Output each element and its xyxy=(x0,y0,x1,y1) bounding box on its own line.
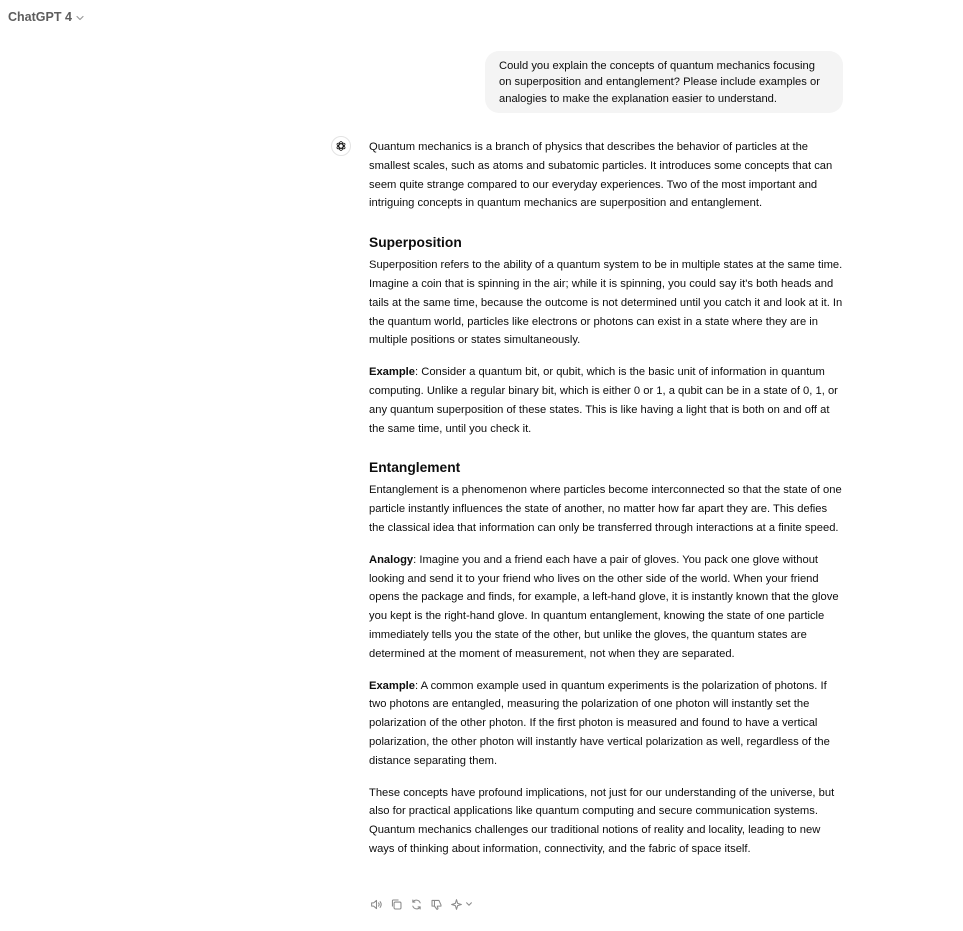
message-actions xyxy=(368,896,473,912)
example-text: : A common example used in quantum experiments is the polarization of photons. If two photons are entangled, measuring the polarization of one photon will instantly set the polarization of the other photon. If the first photon is measured and found to have a vertical polarization, the other photon will instantly have vertical polarization as well, regardless of the distance separating them. xyxy=(369,679,830,767)
chevron-down-icon xyxy=(75,13,85,23)
entanglement-analogy xyxy=(369,551,845,664)
user-message: Could you explain the concepts of quantum mechanics focusing on superposition and entanglement? Please include examples or analogies to make the explanation easier to understand. xyxy=(485,51,843,113)
assistant-message xyxy=(369,138,845,872)
superposition-heading: Superposition xyxy=(369,235,462,251)
intro-paragraph: Quantum mechanics is a branch of physics that describes the behavior of particles at the smallest scales, such as atoms and subatomic particles. It introduces some concepts that can seem quite strange compared to our everyday experiences. Two of the most important and intriguing concepts in quantum mechanics are superposition and entanglement. xyxy=(369,141,833,210)
regenerate-icon[interactable] xyxy=(408,896,424,912)
chevron-down-icon xyxy=(465,900,473,908)
example-text: : Consider a quantum bit, or qubit, which is the basic unit of information in quantum computing. Unlike a regular binary bit, which is either 0 or 1, a qubit can be in a state of 0, 1, or any quantum superposition of these states. This is like having a light that is both on and off at the same time, until you check it. xyxy=(369,366,838,435)
copy-icon[interactable] xyxy=(388,896,404,912)
superposition-example xyxy=(369,363,845,438)
model-switch-button[interactable] xyxy=(448,896,473,912)
speaker-icon[interactable] xyxy=(368,896,384,912)
entanglement-heading: Entanglement xyxy=(369,460,461,476)
example-label: Example xyxy=(369,366,416,379)
entanglement-paragraph: Entanglement is a phenomenon where particles become interconnected so that the state of one particle instantly influences the state of another, no matter how far apart they are. This defies the classical idea that information can only be transferred through interactions at a finite speed. xyxy=(369,484,842,534)
sparkle-icon xyxy=(448,896,464,912)
thumbs-down-icon[interactable] xyxy=(428,896,444,912)
analogy-label: Analogy xyxy=(369,553,414,566)
model-name: ChatGPT 4 xyxy=(8,10,72,24)
entanglement-example xyxy=(369,677,845,771)
superposition-paragraph: Superposition refers to the ability of a quantum system to be in multiple states at the same time. Imagine a coin that is spinning in the air; while it is spinning, you could say it's both heads and tails at the same time, because the outcome is not determined until you catch it and look at it. In the quantum world, particles like electrons or photons can exist in a state where they are in multiple positions or states simultaneously. xyxy=(369,259,843,347)
conclusion-paragraph: These concepts have profound implications, not just for our understanding of the universe, but also for practical applications like quantum computing and secure communication systems. Quantum mechanics challenges our traditional notions of reality and locality, leading to new ways of thinking about information, connectivity, and the fabric of space itself. xyxy=(369,786,835,855)
model-selector[interactable] xyxy=(8,8,85,26)
analogy-text: : Imagine you and a friend each have a pair of gloves. You pack one glove without looking and send it to your friend who lives on the other side of the world. When your friend opens the package and finds, for example, a left-hand glove, it is instantly known that the glove you kept is the right-hand glove. In quantum entanglement, knowing the state of one particle immediately tells you the state of the other, but unlike the gloves, the quantum states are determined at the moment of measurement, not when they are separated. xyxy=(369,553,839,660)
example-label: Example xyxy=(369,679,416,692)
openai-logo-icon xyxy=(331,136,351,156)
